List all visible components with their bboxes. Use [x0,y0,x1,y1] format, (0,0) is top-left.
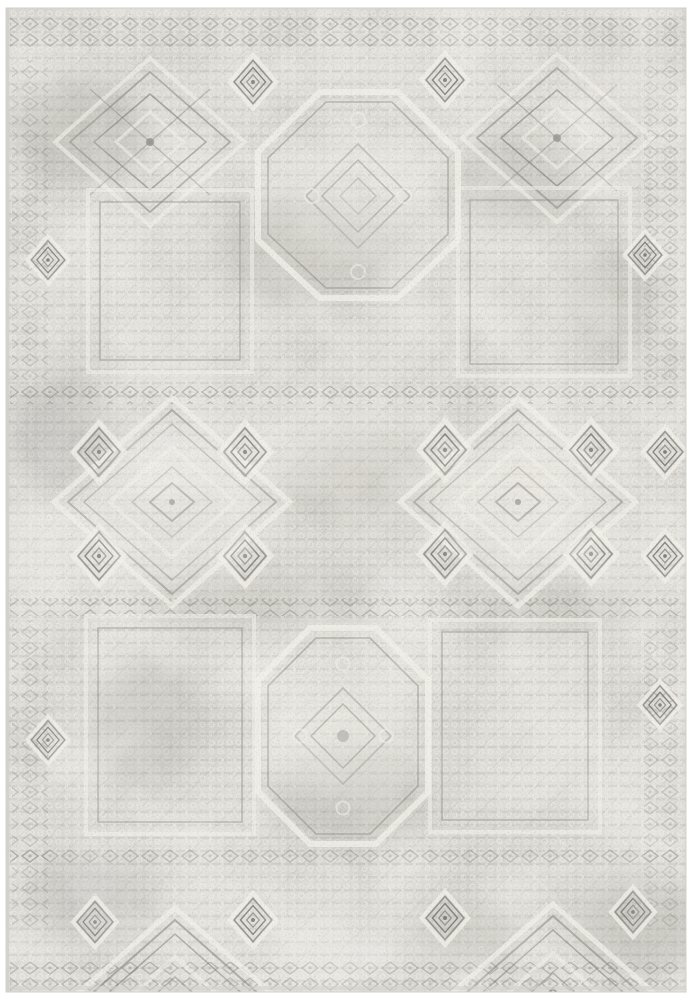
rug-texture-grain [6,8,686,992]
rug-bottom-edge [6,986,686,990]
rug-surface [6,8,690,1000]
